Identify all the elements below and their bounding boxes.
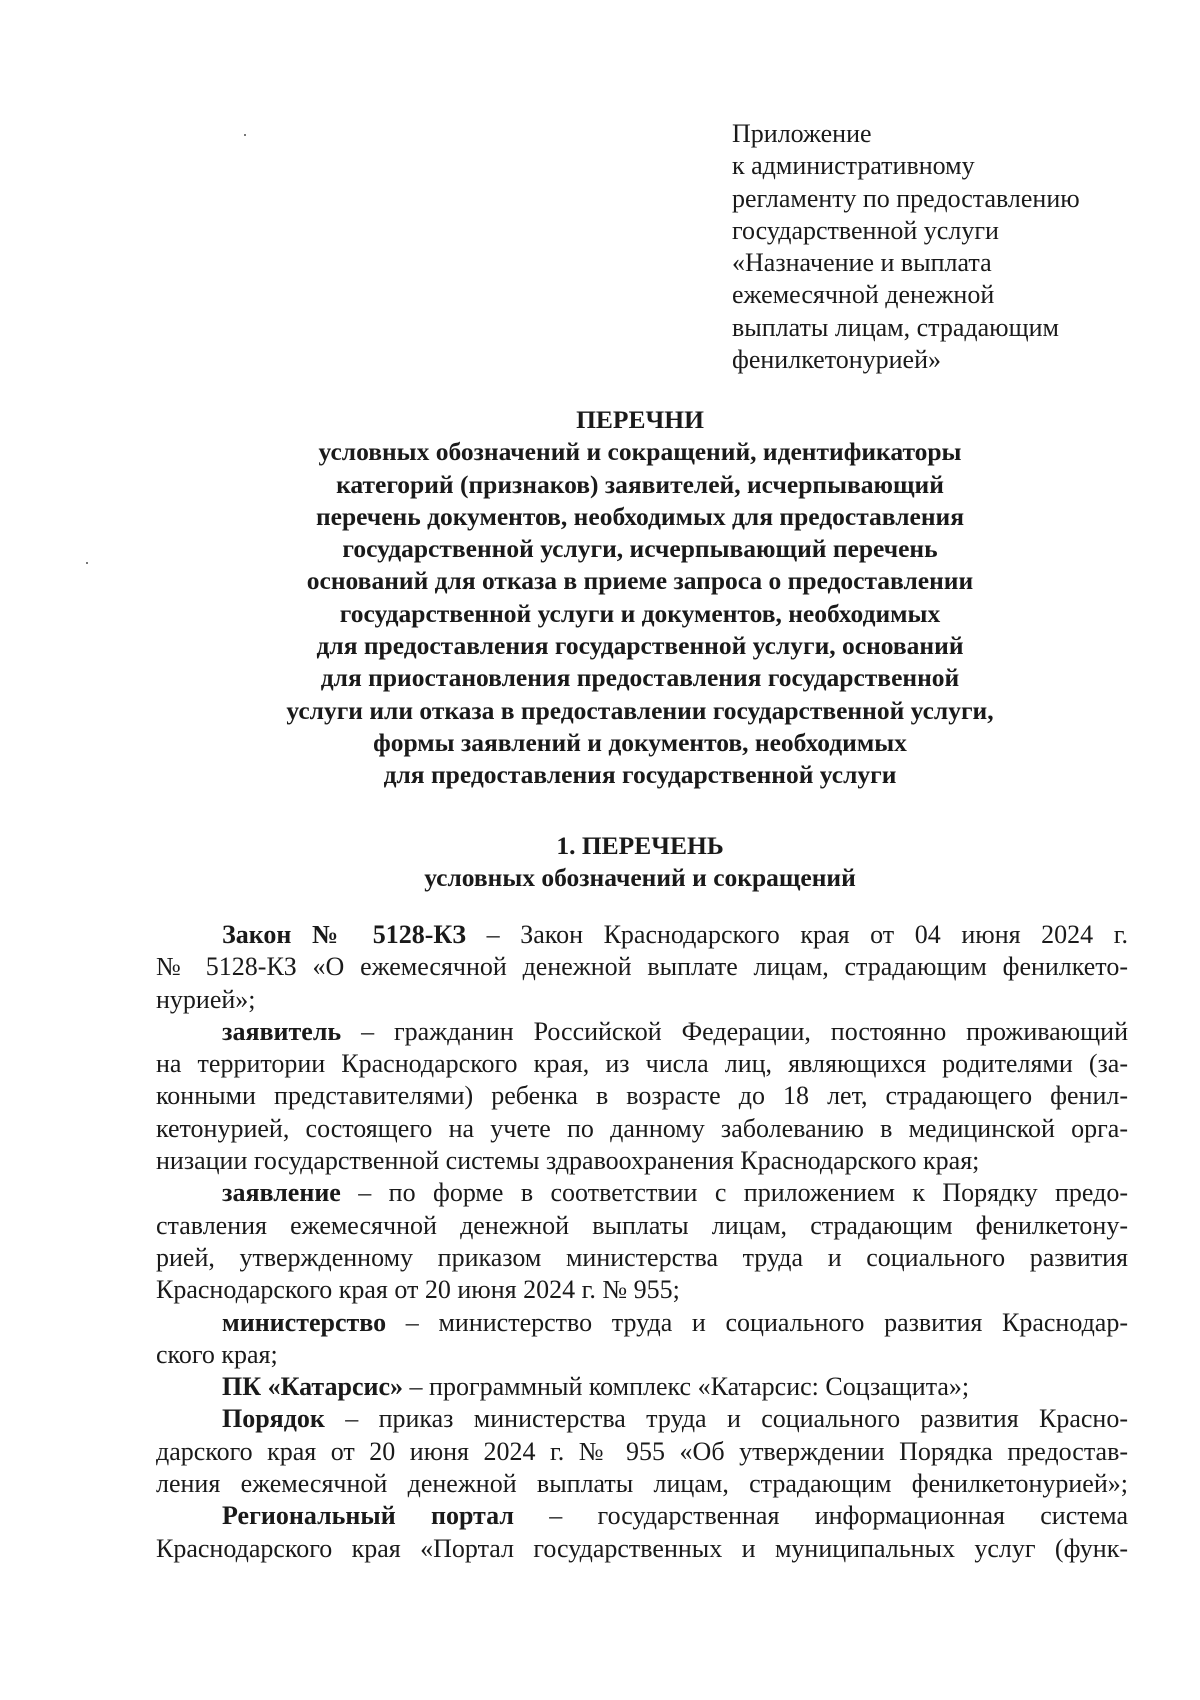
appendix-line: фенилкетонурией» <box>732 345 942 375</box>
definition-text: – по форме в соответствии с приложением к Порядку предо- <box>340 1178 1128 1208</box>
title-line: услуги или отказа в предоставлении государственной услуги, <box>286 695 994 725</box>
definition-line <box>156 1500 1128 1532</box>
definition-text: – министерство труда и социального развития Краснодар- <box>386 1307 1128 1337</box>
appendix-line: государственной услуги <box>732 215 999 245</box>
definition-line: ления ежемесячной денежной выплаты лицам, страдающим фенилкетонурией»; <box>156 1469 1128 1499</box>
definition-line <box>156 919 1128 951</box>
definitions-list <box>156 919 1128 1565</box>
definition-line: рией, утвержденному приказом министерства труда и социального развития <box>156 1242 1128 1272</box>
title-heading: ПЕРЕЧНИ <box>576 405 704 434</box>
definition-line <box>156 1177 1128 1209</box>
definition-line: конными представителями) ребенка в возрасте до 18 лет, страдающего фенил- <box>156 1081 1128 1111</box>
title-line: перечень документов, необходимых для предоставления <box>315 501 965 531</box>
definition-term: Региональный портал <box>222 1501 514 1531</box>
definition-line: ставления ежемесячной денежной выплаты лицам, страдающим фенилкетону- <box>156 1210 1128 1240</box>
appendix-line: Приложение <box>732 119 872 148</box>
title-line: оснований для отказа в приеме запроса о предоставлении <box>306 566 974 596</box>
title-line: условных обозначений и сокращений, идентификаторы <box>318 437 962 467</box>
section-1-title <box>120 830 1160 894</box>
appendix-line: «Назначение и выплата <box>732 248 992 278</box>
definition-term: заявитель <box>222 1016 342 1046</box>
title-line: категорий (признаков) заявителей, исчерпывающий <box>336 469 944 499</box>
scan-artifact <box>244 134 246 136</box>
title-line: государственной услуги, исчерпывающий перечень <box>342 534 938 564</box>
definition-line <box>156 1307 1128 1339</box>
definition-term: Закон № 5128-КЗ <box>222 920 466 949</box>
definition-term: министерство <box>222 1307 387 1337</box>
definition-term: ПК «Катарсис» <box>222 1372 404 1402</box>
title-line: для приостановления предоставления государственной <box>320 663 960 693</box>
definition-text: – программный комплекс «Катарсис: Соцзащита»; <box>403 1372 970 1402</box>
definition-line: Краснодарского края от 20 июня 2024 г. № 955; <box>156 1275 680 1305</box>
definition-text: – государственная информационная система <box>513 1501 1128 1531</box>
definition-term: Порядок <box>222 1404 325 1434</box>
definition-text: – приказ министерства труда и социального развития Красно- <box>324 1404 1128 1434</box>
appendix-line: выплаты лицам, страдающим <box>732 312 1059 342</box>
definition-line: дарского края от 20 июня 2024 г. № 955 «Об утверждении Порядка предостав- <box>156 1436 1128 1466</box>
definition-line: низации государственной системы здравоохранения Краснодарского края; <box>156 1146 980 1176</box>
scan-artifact <box>86 562 88 564</box>
title-line: государственной услуги и документов, необходимых <box>339 598 941 628</box>
title-line: для предоставления государственной услуги, оснований <box>316 631 964 661</box>
definition-text: – Закон Краснодарского края от 04 июня 2024 г. <box>466 920 1128 949</box>
definition-term: заявление <box>222 1178 341 1208</box>
appendix-line: регламенту по предоставлению <box>732 183 1080 213</box>
appendix-line: ежемесячной денежной <box>732 280 995 310</box>
definition-line: нурией»; <box>156 984 256 1014</box>
definition-line <box>156 1403 1128 1435</box>
definition-line: Краснодарского края «Портал государственных и муниципальных услуг (функ- <box>156 1533 1128 1563</box>
definition-text: – гражданин Российской Федерации, постоянно проживающий <box>341 1016 1128 1046</box>
section-subheading: условных обозначений и сокращений <box>424 863 856 892</box>
definition-line <box>156 1016 1128 1048</box>
definition-line: кетонурией, состоящего на учете по данному заболеванию в медицинской орга- <box>156 1113 1128 1143</box>
definition-line: на территории Краснодарского края, из числа лиц, являющихся родителями (за- <box>156 1049 1128 1079</box>
title-line: для предоставления государственной услуги <box>383 760 897 790</box>
definition-line <box>156 1371 1128 1403</box>
definition-line: ского края; <box>156 1339 278 1369</box>
document-title <box>120 404 1160 792</box>
appendix-line: к административному <box>732 151 975 181</box>
appendix-block <box>732 118 1172 376</box>
title-line: формы заявлений и документов, необходимых <box>373 727 907 757</box>
definition-line: № 5128-КЗ «О ежемесячной денежной выплате лицам, страдающим фенилкето- <box>156 952 1128 982</box>
section-heading: 1. ПЕРЕЧЕНЬ <box>556 831 724 860</box>
